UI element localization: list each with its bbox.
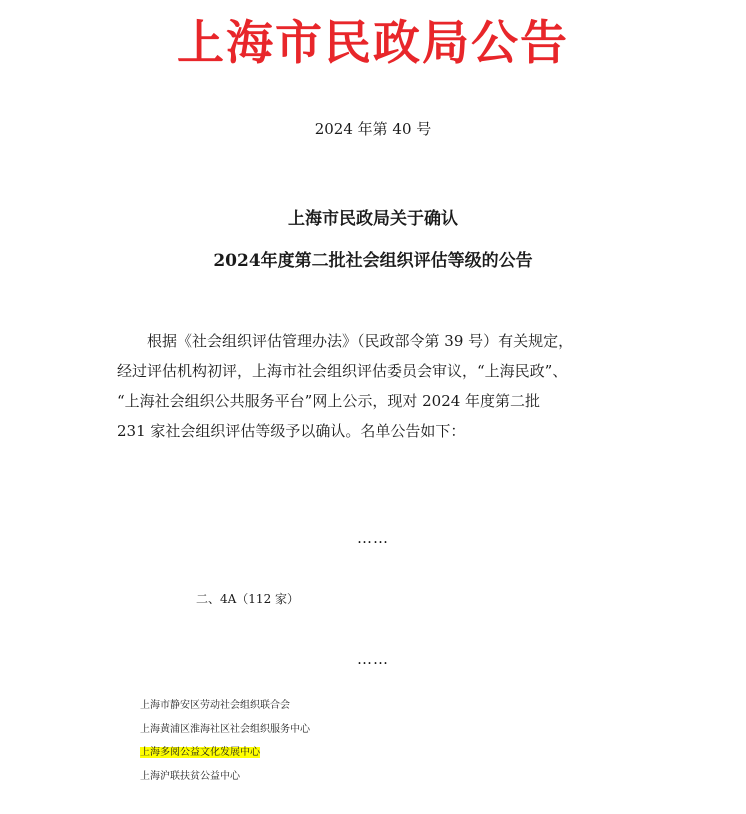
organization-item xyxy=(140,765,310,789)
omission-ellipsis: …… xyxy=(357,529,389,547)
organization-item xyxy=(140,694,310,718)
announcement-title-line-1: 上海市民政局关于确认 xyxy=(288,209,458,229)
document-number: 2024 年第 40 号 xyxy=(314,120,432,138)
organization-item xyxy=(140,741,310,765)
body-line: 231 家社会组织评估等级予以确认。名单公告如下： xyxy=(117,422,466,440)
organization-name: 上海市静安区劳动社会组织联合会 xyxy=(140,700,290,711)
body-line: 经过评估机构初评，上海市社会组织评估委员会审议，“上海民政”、 xyxy=(117,362,568,380)
highlighted-organization-name: 上海多阅公益文化发展中心 xyxy=(140,747,260,758)
omission-ellipsis: …… xyxy=(357,650,389,668)
organization-name: 上海黄浦区淮海社区社会组织服务中心 xyxy=(140,723,310,735)
announcement-body xyxy=(117,326,632,446)
announcement-title-line-2: 2024年度第二批社会组织评估等级的公告 xyxy=(213,251,533,271)
section-heading-4a: 二、4A（112 家） xyxy=(196,592,300,606)
organization-item xyxy=(140,718,310,742)
body-line: “上海社会组织公共服务平台”网上公示，现对 2024 年度第二批 xyxy=(117,392,541,410)
body-line: 根据《社会组织评估管理办法》（民政部令第 39 号）有关规定， xyxy=(147,332,574,350)
organization-name: 上海沪联扶贫公益中心 xyxy=(140,770,240,782)
masthead-title: 上海市民政局公告 xyxy=(177,16,569,71)
organization-list xyxy=(140,694,310,788)
